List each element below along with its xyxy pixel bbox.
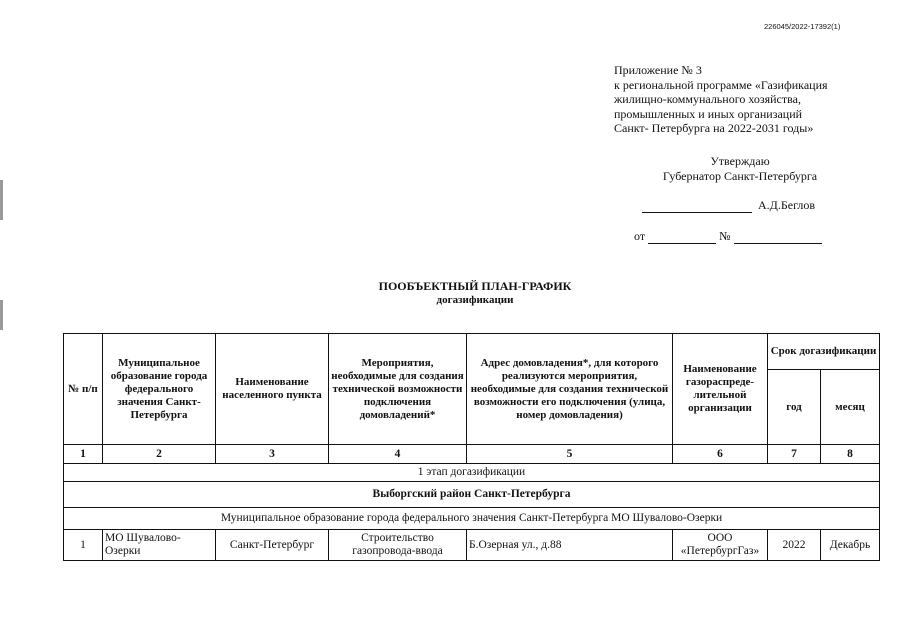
district-row xyxy=(64,482,880,508)
row-municipality: МО Шувалово-Озерки xyxy=(103,530,216,561)
row-year: 2022 xyxy=(768,530,821,561)
appendix-block xyxy=(614,63,894,136)
appendix-line: промышленных и иных организаций xyxy=(614,106,803,121)
column-number: 5 xyxy=(467,445,673,464)
header-measures: Мероприятия, необходимые для создания технической возможности подключения домовладений* xyxy=(329,334,467,445)
approval-label: Утверждаю xyxy=(710,154,770,168)
municipal-formation-row xyxy=(64,508,880,530)
appendix-line: Санкт- Петербурга на 2022-2031 годы» xyxy=(614,121,814,135)
table-row xyxy=(64,530,880,561)
column-number: 1 xyxy=(64,445,103,464)
signature-blank xyxy=(642,200,752,213)
column-number: 4 xyxy=(329,445,467,464)
header-municipality: Муниципальное образование города федерального значения Санкт-Петербурга xyxy=(103,334,216,445)
column-number: 7 xyxy=(768,445,821,464)
column-number: 8 xyxy=(821,445,880,464)
date-blank xyxy=(648,231,716,244)
header-year: год xyxy=(768,370,821,445)
approval-position: Губернатор Санкт-Петербурга xyxy=(662,169,818,183)
scan-edge-mark xyxy=(0,180,3,220)
date-number-line xyxy=(634,229,822,244)
row-gas-org: ООО «ПетербургГаз» xyxy=(673,530,768,561)
header-month: месяц xyxy=(821,370,880,445)
date-prefix: от xyxy=(634,229,646,243)
municipal-formation-label: Муниципальное образование города федерального значения Санкт-Петербурга МО Шувалово-Озерки xyxy=(64,508,880,530)
stage-label: 1 этап догазификации xyxy=(64,464,880,482)
number-prefix: № xyxy=(719,229,731,243)
plan-table xyxy=(63,333,880,561)
number-blank xyxy=(734,231,822,244)
row-address: Б.Озерная ул., д.88 xyxy=(467,530,673,561)
title-sub: догазификации xyxy=(436,294,514,306)
row-measures: Строительство газопровода-ввода xyxy=(329,530,467,561)
column-number: 6 xyxy=(673,445,768,464)
scan-edge-mark xyxy=(0,300,3,330)
column-number: 3 xyxy=(216,445,329,464)
stage-row xyxy=(64,464,880,482)
appendix-line: к региональной программе «Газификация xyxy=(614,77,828,92)
signature-line xyxy=(642,198,815,213)
header-address: Адрес домовладения*, для которого реализуются мероприятия, необходимые для создания технической возможности его подключения (улица, номер домовладения) xyxy=(467,334,673,445)
district-label: Выборгский район Санкт-Петербурга xyxy=(64,482,880,508)
document-title xyxy=(290,279,660,307)
column-number: 2 xyxy=(103,445,216,464)
header-settlement: Наименование населенного пункта xyxy=(216,334,329,445)
column-number-row xyxy=(64,445,880,464)
appendix-line: Приложение № 3 xyxy=(614,63,702,77)
row-settlement: Санкт-Петербург xyxy=(216,530,329,561)
title-main: ПООБЪЕКТНЫЙ ПЛАН-ГРАФИК xyxy=(378,279,572,293)
appendix-line: жилищно-коммунального хозяйства, xyxy=(614,92,801,106)
header-gas-org: Наименование газораспреде-лительной организации xyxy=(673,334,768,445)
document-id: 226045/2022-17392(1) xyxy=(764,22,841,31)
signatory-name: А.Д.Беглов xyxy=(758,198,816,212)
header-deadline: Срок догазификации xyxy=(768,334,880,370)
header-num: № п/п xyxy=(64,334,103,445)
row-num: 1 xyxy=(64,530,103,561)
row-month: Декабрь xyxy=(821,530,880,561)
approval-block xyxy=(640,154,840,184)
